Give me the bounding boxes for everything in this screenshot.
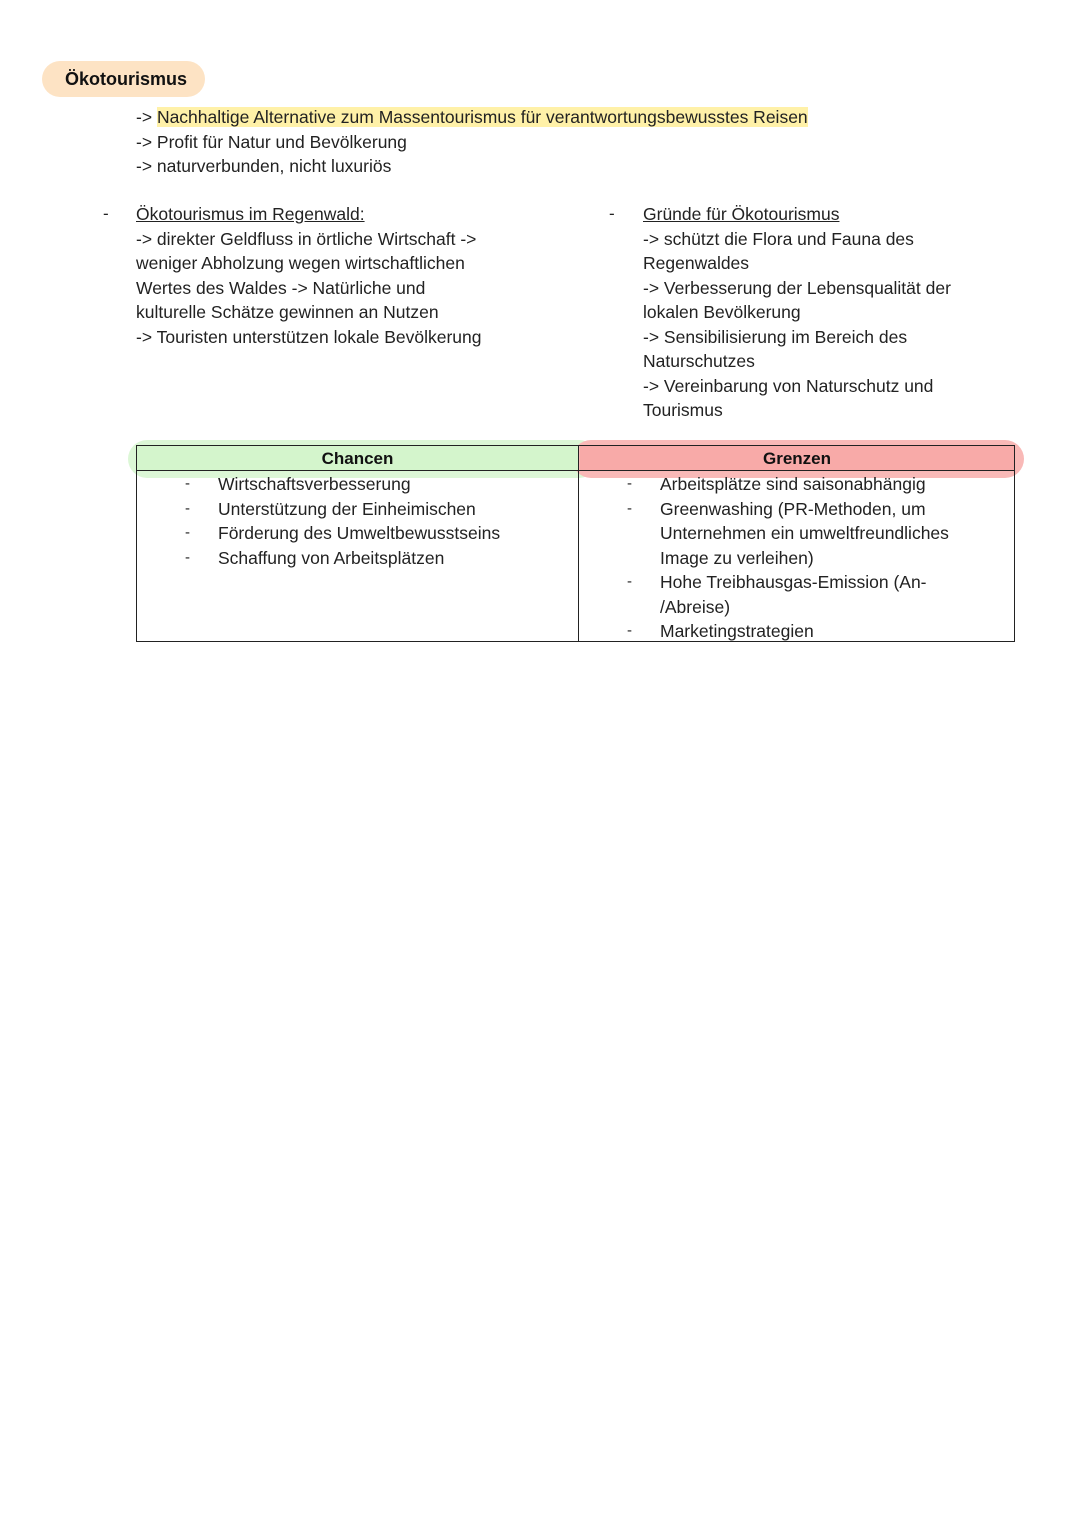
intro-line-2: -> Profit für Natur und Bevölkerung bbox=[136, 131, 407, 152]
bullet-dash: - bbox=[185, 499, 190, 517]
gruende-line: lokalen Bevölkerung bbox=[643, 302, 801, 322]
page-title: Ökotourismus bbox=[42, 61, 205, 97]
grenzen-item: Marketingstrategien bbox=[660, 621, 814, 641]
table-column-divider bbox=[578, 446, 579, 641]
bullet-dash: - bbox=[627, 573, 632, 590]
chancen-list bbox=[185, 472, 500, 570]
intro-line-3: -> naturverbunden, nicht luxuriös bbox=[136, 156, 392, 176]
list-item bbox=[627, 472, 949, 497]
list-item bbox=[627, 570, 949, 619]
list-item bbox=[185, 546, 500, 571]
bullet-dash: - bbox=[627, 475, 632, 492]
intro-line-1 bbox=[136, 105, 808, 130]
regenwald-line: -> direkter Geldfluss in örtliche Wirtschaft -> bbox=[136, 228, 477, 249]
bullet-dash: - bbox=[185, 548, 190, 566]
grenzen-list bbox=[627, 472, 949, 644]
grenzen-item-cont: Unternehmen ein umweltfreundliches bbox=[660, 523, 949, 543]
table-header-divider bbox=[137, 470, 1014, 471]
regenwald-line: kulturelle Schätze gewinnen an Nutzen bbox=[136, 302, 439, 322]
regenwald-line: Wertes des Waldes -> Natürliche und bbox=[136, 277, 426, 298]
grenzen-item: Greenwashing (PR-Methoden, um bbox=[660, 498, 926, 519]
regenwald-heading: Ökotourismus im Regenwald: bbox=[136, 204, 365, 224]
chancen-item: Wirtschaftsverbesserung bbox=[218, 474, 411, 494]
regenwald-section bbox=[136, 202, 482, 349]
bullet-dash: - bbox=[627, 499, 632, 517]
bullet-dash-regenwald: - bbox=[103, 204, 109, 223]
gruende-line: -> Vereinbarung von Naturschutz und bbox=[643, 375, 934, 396]
gruende-line: Regenwaldes bbox=[643, 253, 750, 273]
list-item bbox=[627, 619, 949, 644]
arrow-glyph: -> bbox=[136, 107, 153, 127]
intro-notes bbox=[136, 105, 808, 179]
bullet-dash: - bbox=[185, 524, 190, 541]
bullet-dash-gruende: - bbox=[609, 204, 615, 223]
list-item bbox=[627, 497, 949, 571]
list-item bbox=[185, 472, 500, 497]
grenzen-item: Hohe Treibhausgas-Emission (An- bbox=[660, 572, 927, 592]
grenzen-item-cont: /Abreise) bbox=[660, 596, 731, 617]
bullet-dash: - bbox=[627, 622, 632, 639]
gruende-line: Naturschutzes bbox=[643, 351, 755, 371]
bullet-dash: - bbox=[185, 475, 190, 492]
gruende-line: -> Sensibilisierung im Bereich des bbox=[643, 326, 908, 347]
gruende-heading: Gründe für Ökotourismus bbox=[643, 204, 840, 224]
chancen-item: Unterstützung der Einheimischen bbox=[218, 498, 476, 519]
chancen-header: Chancen bbox=[321, 449, 394, 468]
chancen-grenzen-table bbox=[136, 445, 1015, 642]
chancen-item: Förderung des Umweltbewusstseins bbox=[218, 523, 501, 543]
grenzen-item-cont: Image zu verleihen) bbox=[660, 547, 814, 568]
regenwald-line: weniger Abholzung wegen wirtschaftlichen bbox=[136, 253, 465, 273]
grenzen-header: Grenzen bbox=[762, 449, 832, 468]
gruende-line: -> schützt die Flora und Fauna des bbox=[643, 228, 914, 249]
gruende-line: -> Verbesserung der Lebensqualität der bbox=[643, 277, 951, 298]
gruende-line: Tourismus bbox=[643, 400, 723, 420]
grenzen-item: Arbeitsplätze sind saisonabhängig bbox=[660, 474, 926, 494]
highlighted-definition: Nachhaltige Alternative zum Massentourismus für verantwortungsbewusstes Reisen bbox=[156, 107, 808, 127]
list-item bbox=[185, 521, 500, 546]
gruende-section bbox=[643, 202, 951, 423]
list-item bbox=[185, 497, 500, 522]
regenwald-line: -> Touristen unterstützen lokale Bevölkerung bbox=[136, 326, 482, 347]
chancen-item: Schaffung von Arbeitsplätzen bbox=[218, 547, 445, 568]
